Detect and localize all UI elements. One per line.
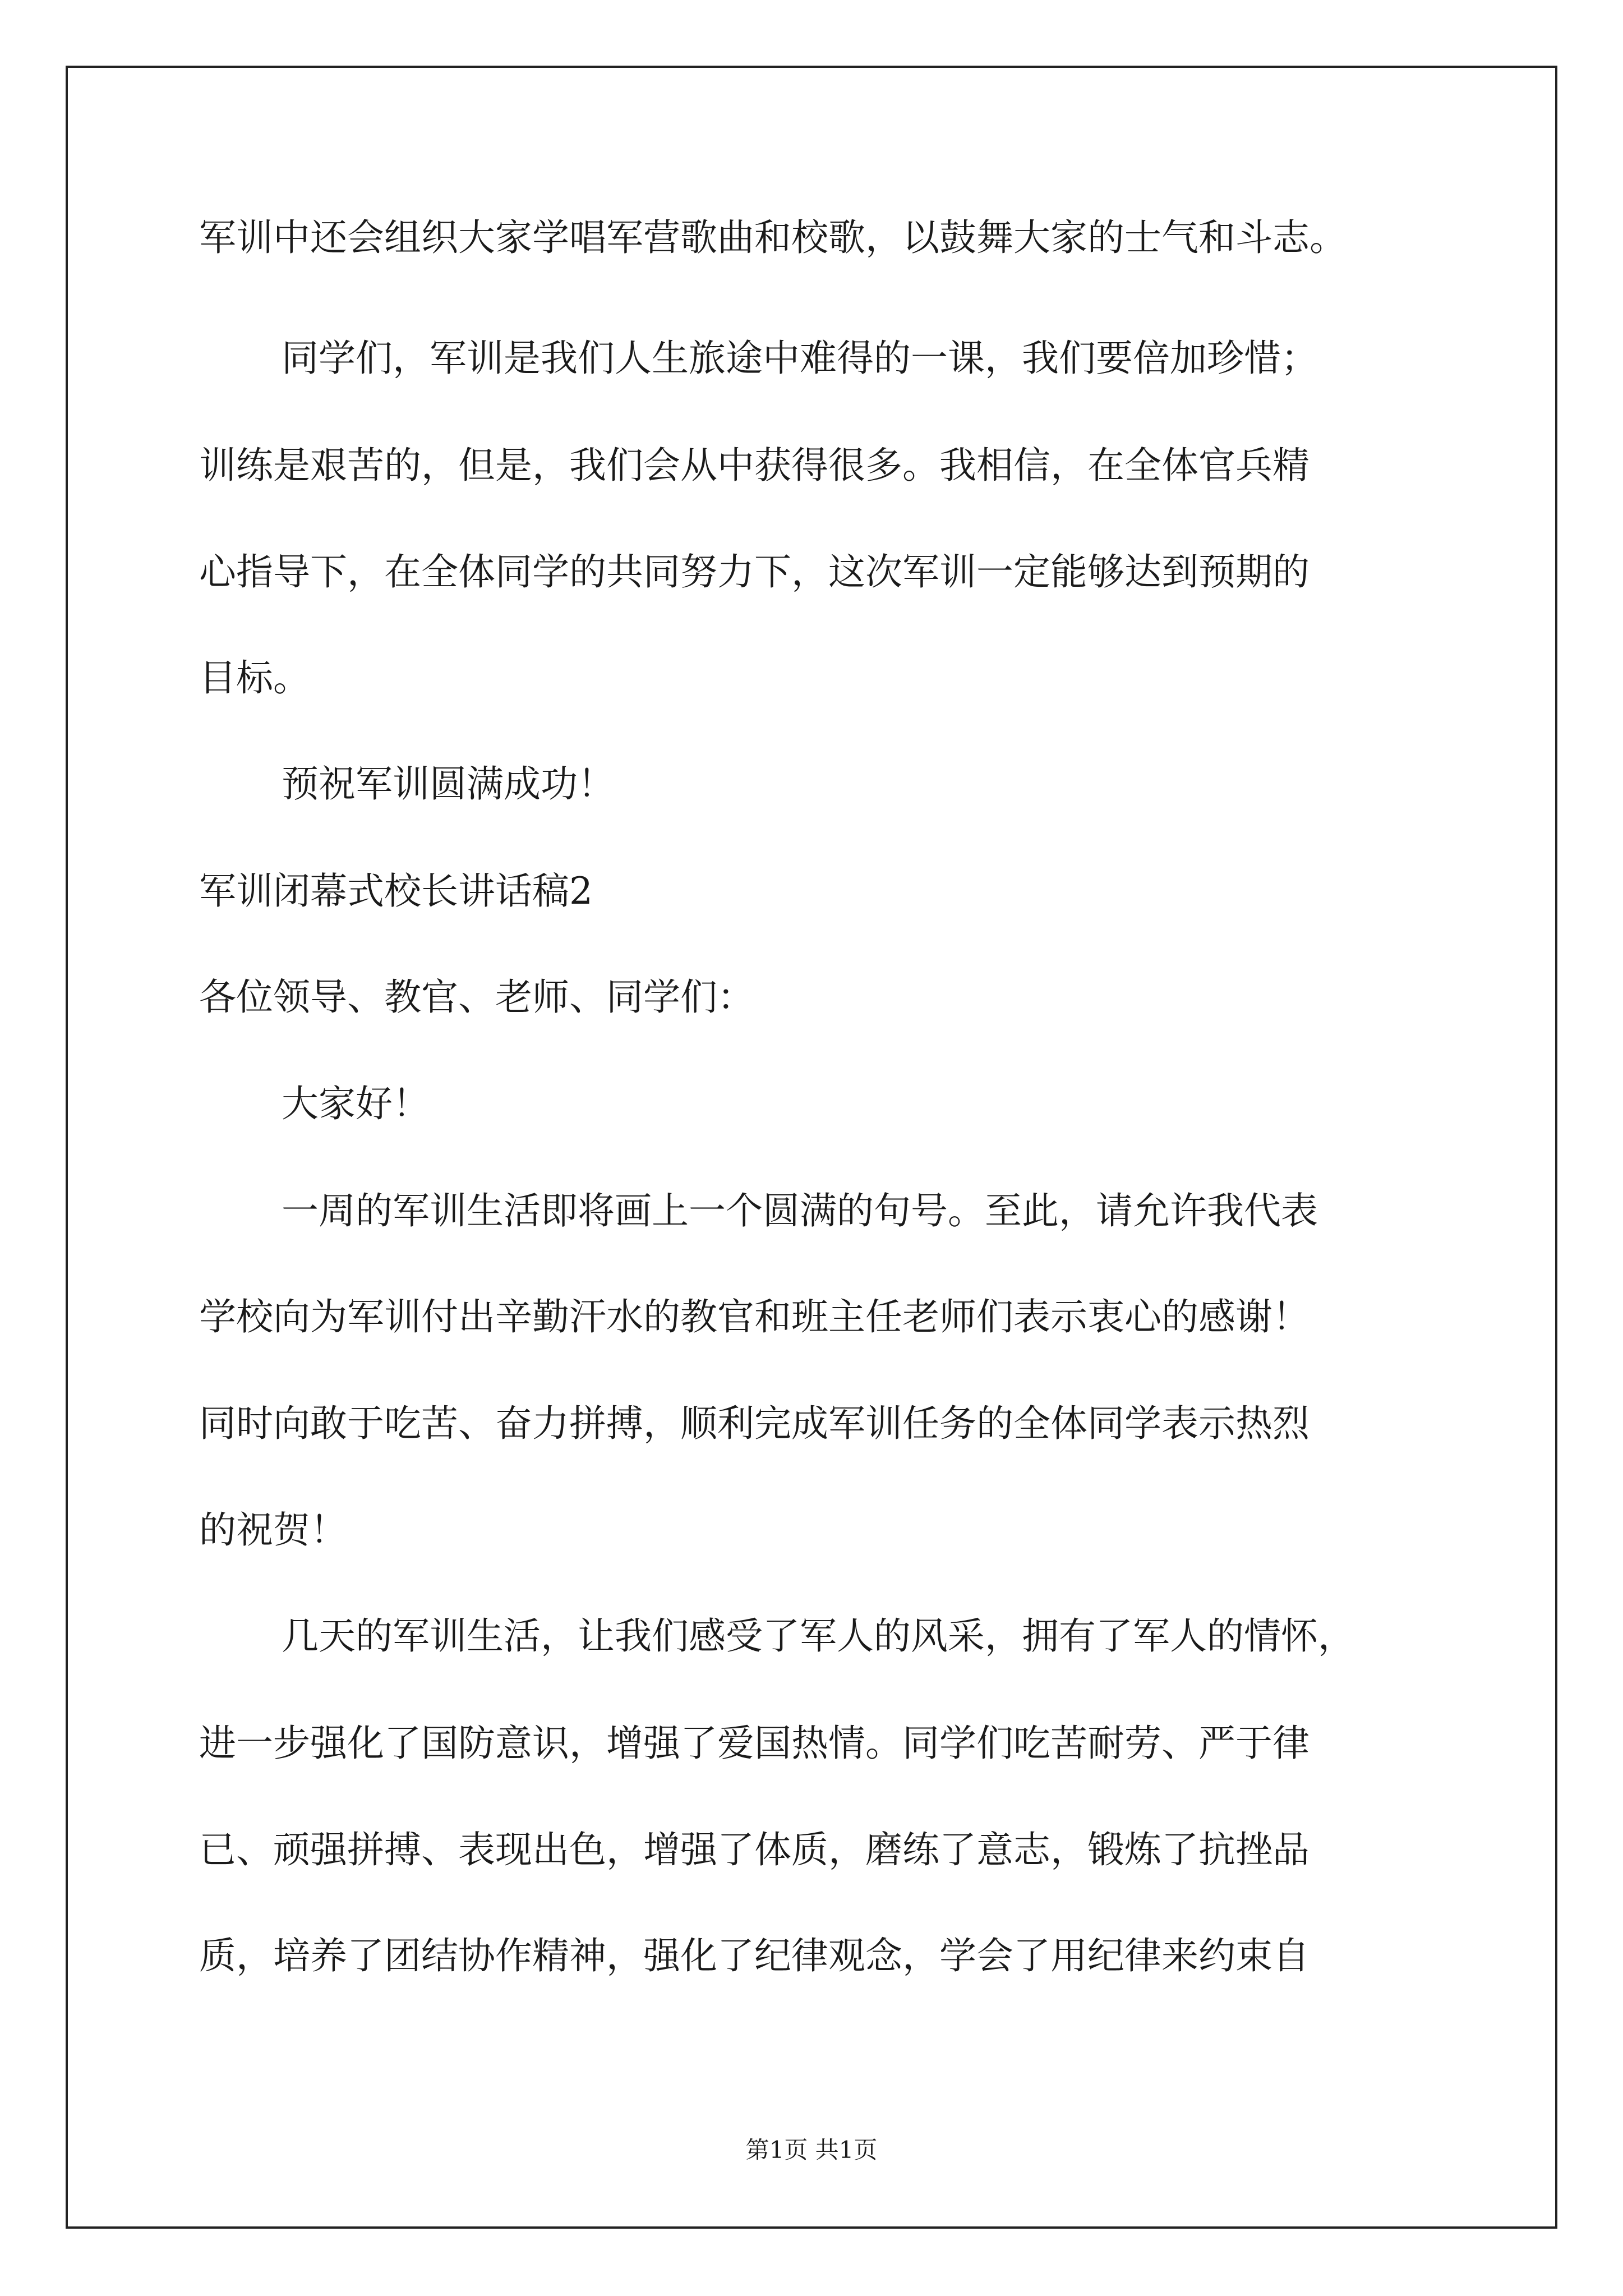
text-line: 进一步强化了国防意识，增强了爱国热情。同学们吃苦耐劳、严于律 — [199, 1722, 1310, 1765]
text-line: 心指导下，在全体同学的共同努力下，这次军训一定能够达到预期的 — [199, 550, 1310, 593]
text-line: 几天的军训生活，让我们感受了军人的风采，拥有了军人的情怀， — [282, 1614, 1355, 1658]
text-line: 质，培养了团结协作精神，强化了纪律观念，学会了用纪律来约束自 — [199, 1934, 1310, 1977]
text-line: 一周的军训生活即将画上一个圆满的句号。至此，请允许我代表 — [282, 1189, 1318, 1232]
text-line: 训练是艰苦的，但是，我们会从中获得很多。我相信，在全体官兵精 — [199, 444, 1310, 487]
salutation: 各位领导、教官、老师、同学们： — [199, 976, 754, 1019]
text-line: 学校向为军训付出辛勤汗水的教官和班主任老师们表示衷心的感谢！ — [199, 1295, 1310, 1338]
text-line: 预祝军训圆满成功！ — [282, 762, 615, 806]
text-line: 已、顽强拼搏、表现出色，增强了体质，磨练了意志，锻炼了抗挫品 — [199, 1828, 1310, 1871]
text-line: 同时向敢于吃苦、奋力拼搏，顺利完成军训任务的全体同学表示热烈 — [199, 1402, 1310, 1445]
text-line: 同学们，军训是我们人生旅途中难得的一课，我们要倍加珍惜； — [282, 337, 1318, 380]
text-line: 的祝贺！ — [199, 1508, 347, 1552]
page-border — [66, 66, 1557, 2229]
page-footer: 第1页 共1页 — [745, 2136, 878, 2164]
text-line: 目标。 — [199, 656, 310, 700]
text-line: 军训中还会组织大家学唱军营歌曲和校歌，以鼓舞大家的士气和斗志。 — [199, 216, 1347, 259]
greeting: 大家好！ — [282, 1082, 430, 1125]
section-heading: 军训闭幕式校长讲话稿2 — [199, 869, 593, 913]
